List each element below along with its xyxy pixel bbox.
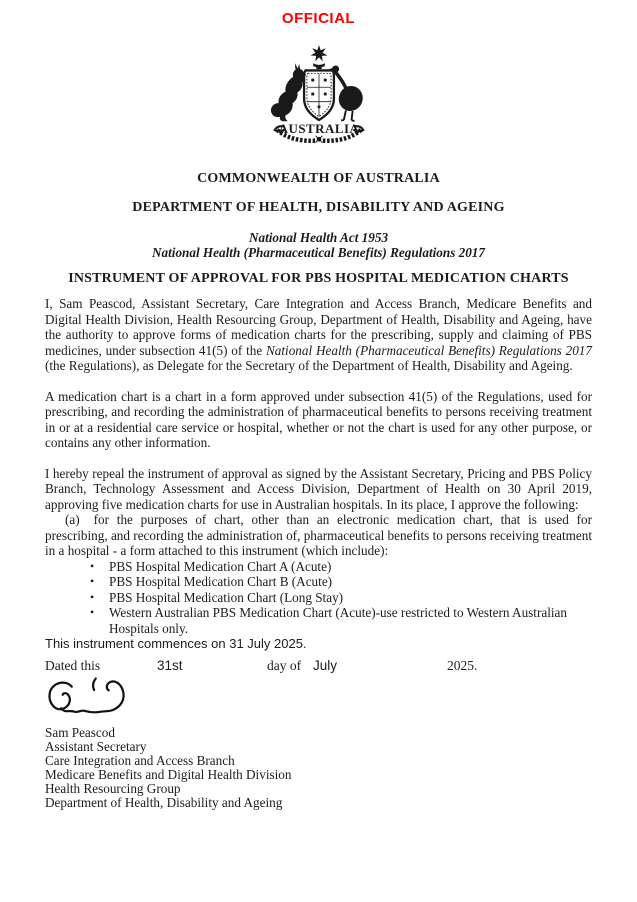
regulations-title-italic: National Health (Pharmaceutical Benefits) Regulations 2017 [266,342,592,358]
instrument-body [45,296,592,680]
coat-of-arms-image [260,44,378,144]
clause-a-text: for the purposes of chart, other than an electronic medication chart, that is used for prescribing, and recording the administration of, pharmaceutical benefits to persons receiving treatment in a hospital - a form attached to this instrument (which include): [45,512,592,558]
official-classification-banner: OFFICIAL [281,10,356,27]
regulations-citation: National Health (Pharmaceutical Benefits) Regulations 2017 [152,245,485,260]
authority-paragraph-post: (the Regulations), as Delegate for the Secretary of the Department of Health, Disability and Ageing. [45,358,573,373]
authority-paragraph [45,296,592,374]
star-icon [310,45,327,69]
signature-image [42,677,138,727]
department-heading: DEPARTMENT OF HEALTH, DISABILITY AND AGEING [132,200,505,215]
coat-of-arms [260,44,378,144]
dated-prefix: Dated this [45,657,101,673]
clause-a [45,512,592,559]
australia-banner-label: AUSTRALIA [278,120,359,136]
act-citation: National Health Act 1953 [248,230,389,245]
dated-day-value: 31st [157,657,183,673]
shield-icon [304,70,334,120]
authority-paragraph-pre: I, Sam Peascod, Assistant Secretary, Care Integration and Access Branch, Medicare Benefits and Digital Health Division, Health Resourcing Group, Department of Health, Disability and Ageing, have the authority to approve forms of medication charts for the prescribing, supply and claiming of PBS medicines, under subsection 41(5) of the [45,296,592,358]
list-item: • PBS Hospital Medication Chart A (Acute) [109,559,592,575]
signatory-group: Health Resourcing Group [45,780,181,796]
instrument-title: INSTRUMENT OF APPROVAL FOR PBS HOSPITAL MEDICATION CHARTS [68,271,569,286]
signatory-title: Assistant Secretary [45,738,147,754]
list-item: • PBS Hospital Medication Chart (Long Stay) [109,590,592,606]
commonwealth-heading: COMMONWEALTH OF AUSTRALIA [197,171,440,186]
kangaroo-icon [270,63,305,121]
commencement-statement: This instrument commences on 31 July 2025. [45,636,307,651]
definition-paragraph: A medication chart is a chart in a form approved under subsection 41(5) of the Regulations, used for prescribing, and recording the administration of pharmaceutical benefits to persons receiving treatment in or at a residential care service or hospital, whether or not the chart is used for any other purpose, or contains any other information. [45,388,592,450]
signatory-name: Sam Peascod [45,725,115,740]
signatory-branch: Care Integration and Access Branch [45,752,235,768]
signature-block [45,726,291,809]
clause-a-label: (a) [65,512,80,527]
emu-icon [327,66,363,121]
dated-month-value: July [313,657,338,673]
dated-year-value: 2025. [447,657,478,673]
signatory-department: Department of Health, Disability and Ageing [45,794,283,810]
repeal-paragraph: I hereby repeal the instrument of approval as signed by the Assistant Secretary, Pricing and PBS Policy Branch, Technology Assessment and Access Division, Department of Health on 30 April 2019, approving five medication charts for use in Australian hospitals. In its place, I approve the following: [45,465,592,512]
approved-charts-list [45,559,592,637]
dated-middle: day of [267,657,302,673]
list-item: • PBS Hospital Medication Chart B (Acute) [109,574,592,590]
signatory-division: Medicare Benefits and Digital Health Division [45,766,292,782]
list-item: • Western Australian PBS Medication Chart (Acute)-use restricted to Western Australian Hospitals only. [109,605,592,636]
